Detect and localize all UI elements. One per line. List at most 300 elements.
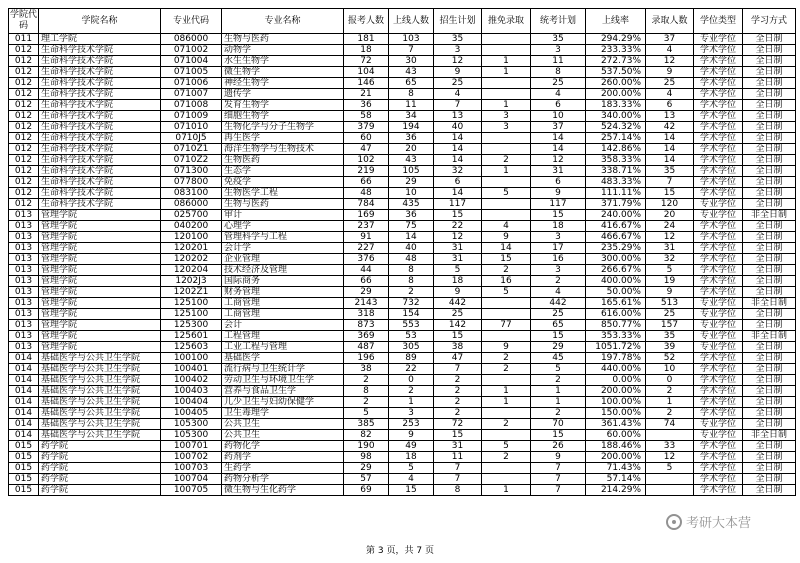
cell-admitted: 12 [646,232,694,243]
cell-exempt: 14 [482,243,531,254]
cell-exam-plan: 2 [531,276,586,287]
cell-admitted: 42 [646,122,694,133]
cell-applicants: 196 [344,353,389,364]
cell-pass-rate: 188.46% [586,441,646,452]
watermark-text: 考研大本营 [686,516,752,531]
table-row [9,56,796,67]
cell-exam-plan: 11 [531,56,586,67]
cell-exempt: 2 [482,155,531,166]
cell-exam-plan: 14 [531,133,586,144]
cell-applicants: 29 [344,287,389,298]
cell-admitted: 52 [646,353,694,364]
cell-exam-plan: 14 [531,144,586,155]
cell-exam-plan: 1 [531,397,586,408]
cell-major-code: 071004 [161,56,222,67]
cell-college-code: 011 [9,34,39,45]
cell-pass-rate: 50.00% [586,287,646,298]
cell-college-name: 基础医学与公共卫生学院 [39,419,161,430]
cell-college-code: 013 [9,287,39,298]
cell-college-code: 014 [9,386,39,397]
cell-exam-plan: 7 [531,474,586,485]
cell-degree-type: 专业学位 [694,298,743,309]
table-row [9,463,796,474]
cell-admitted: 5 [646,265,694,276]
cell-college-name: 管理学院 [39,320,161,331]
cell-college-code: 015 [9,452,39,463]
cell-exam-plan: 35 [531,34,586,45]
table-row [9,111,796,122]
cell-admitted: 12 [646,452,694,463]
cell-college-name: 药学院 [39,452,161,463]
cell-pass-rate: 358.33% [586,155,646,166]
cell-study-mode: 全日制 [743,485,796,496]
cell-college-name: 管理学院 [39,254,161,265]
cell-major-code: 071009 [161,111,222,122]
wechat-logo-icon [666,514,682,530]
cell-exam-plan: 15 [531,331,586,342]
cell-passed: 53 [389,331,434,342]
cell-study-mode: 全日制 [743,144,796,155]
cell-major-name: 工业工程与管理 [222,342,344,353]
cell-college-name: 生命科学技术学院 [39,177,161,188]
table-row [9,45,796,56]
cell-degree-type: 学术学位 [694,397,743,408]
cell-college-code: 014 [9,419,39,430]
cell-exam-plan: 65 [531,320,586,331]
cell-degree-type: 学术学位 [694,56,743,67]
cell-plan: 15 [434,430,482,441]
cell-admitted: 20 [646,210,694,221]
cell-college-code: 012 [9,188,39,199]
cell-degree-type: 学术学位 [694,122,743,133]
cell-college-name: 基础医学与公共卫生学院 [39,397,161,408]
cell-plan: 25 [434,78,482,89]
cell-college-code: 012 [9,89,39,100]
cell-pass-rate: 300.00% [586,254,646,265]
cell-college-name: 生命科学技术学院 [39,155,161,166]
cell-exempt: 16 [482,276,531,287]
cell-exam-plan: 15 [531,430,586,441]
table-row [9,89,796,100]
cell-degree-type: 学术学位 [694,276,743,287]
cell-college-code: 014 [9,408,39,419]
cell-pass-rate: 850.77% [586,320,646,331]
cell-degree-type: 学术学位 [694,133,743,144]
cell-passed: 553 [389,320,434,331]
cell-college-name: 管理学院 [39,221,161,232]
cell-major-code: 086000 [161,34,222,45]
watermark [666,512,751,531]
cell-passed: 15 [389,485,434,496]
cell-passed: 30 [389,56,434,67]
cell-applicants: 369 [344,331,389,342]
cell-college-code: 013 [9,331,39,342]
cell-pass-rate: 616.00% [586,309,646,320]
cell-exempt: 9 [482,342,531,353]
cell-college-name: 管理学院 [39,276,161,287]
cell-admitted: 25 [646,78,694,89]
cell-exam-plan: 70 [531,419,586,430]
cell-passed: 103 [389,34,434,45]
table-row [9,221,796,232]
cell-college-code: 012 [9,166,39,177]
cell-degree-type: 学术学位 [694,45,743,56]
cell-exam-plan: 4 [531,89,586,100]
cell-passed: 2 [389,287,434,298]
cell-plan: 117 [434,199,482,210]
cell-college-code: 014 [9,397,39,408]
cell-major-code: 040200 [161,221,222,232]
table-row [9,122,796,133]
cell-plan: 40 [434,122,482,133]
cell-college-name: 生命科学技术学院 [39,89,161,100]
cell-applicants: 5 [344,408,389,419]
cell-passed: 40 [389,243,434,254]
cell-applicants: 227 [344,243,389,254]
header-college-name: 学院名称 [39,9,161,34]
cell-plan: 31 [434,243,482,254]
cell-applicants: 190 [344,441,389,452]
cell-college-name: 基础医学与公共卫生学院 [39,375,161,386]
table-row [9,155,796,166]
cell-passed: 305 [389,342,434,353]
cell-major-code: 105300 [161,430,222,441]
cell-plan: 9 [434,287,482,298]
cell-major-code: 125601 [161,331,222,342]
cell-major-code: 125100 [161,309,222,320]
table-row [9,309,796,320]
cell-study-mode: 全日制 [743,364,796,375]
table-body [9,34,796,496]
cell-study-mode: 非全日制 [743,298,796,309]
cell-plan: 15 [434,210,482,221]
cell-applicants: 8 [344,386,389,397]
cell-study-mode: 全日制 [743,111,796,122]
cell-study-mode: 全日制 [743,188,796,199]
cell-major-name: 工商管理 [222,298,344,309]
cell-major-code: 125300 [161,320,222,331]
cell-college-name: 药学院 [39,474,161,485]
table-row [9,364,796,375]
cell-major-name: 企业管理 [222,254,344,265]
cell-college-code: 012 [9,67,39,78]
cell-major-code: 071002 [161,45,222,56]
cell-college-code: 012 [9,122,39,133]
cell-passed: 253 [389,419,434,430]
cell-admitted: 19 [646,276,694,287]
cell-major-name: 技术经济及管理 [222,265,344,276]
cell-pass-rate: 400.00% [586,276,646,287]
cell-admitted: 5 [646,463,694,474]
cell-exam-plan: 7 [531,463,586,474]
cell-admitted: 35 [646,166,694,177]
cell-applicants: 69 [344,485,389,496]
cell-study-mode: 全日制 [743,243,796,254]
cell-exempt [482,210,531,221]
cell-exam-plan: 3 [531,45,586,56]
table-row [9,353,796,364]
cell-major-code: 071007 [161,89,222,100]
header-pass-rate: 上线率 [586,9,646,34]
cell-pass-rate: 214.29% [586,485,646,496]
cell-major-code: 120100 [161,232,222,243]
cell-admitted: 35 [646,331,694,342]
cell-study-mode: 全日制 [743,309,796,320]
table-row [9,199,796,210]
cell-degree-type: 专业学位 [694,34,743,45]
cell-exam-plan: 3 [531,232,586,243]
cell-pass-rate: 235.29% [586,243,646,254]
cell-exempt [482,375,531,386]
cell-college-code: 013 [9,243,39,254]
cell-exempt: 2 [482,265,531,276]
cell-admitted: 9 [646,287,694,298]
cell-plan: 14 [434,133,482,144]
cell-exempt [482,408,531,419]
cell-major-code: 120204 [161,265,222,276]
cell-major-name: 免疫学 [222,177,344,188]
cell-plan: 11 [434,452,482,463]
cell-exempt: 5 [482,441,531,452]
cell-plan: 7 [434,474,482,485]
cell-admitted [646,430,694,441]
cell-study-mode: 全日制 [743,320,796,331]
cell-applicants: 44 [344,265,389,276]
cell-pass-rate: 294.29% [586,34,646,45]
cell-college-name: 生命科学技术学院 [39,111,161,122]
cell-plan: 6 [434,177,482,188]
cell-degree-type: 学术学位 [694,254,743,265]
cell-college-code: 013 [9,309,39,320]
cell-admitted: 2 [646,408,694,419]
header-admitted: 录取人数 [646,9,694,34]
cell-college-name: 基础医学与公共卫生学院 [39,353,161,364]
cell-applicants: 784 [344,199,389,210]
cell-college-code: 013 [9,342,39,353]
cell-major-name: 基础医学 [222,353,344,364]
cell-exempt: 4 [482,221,531,232]
cell-exempt [482,89,531,100]
cell-study-mode: 全日制 [743,122,796,133]
cell-college-name: 理工学院 [39,34,161,45]
cell-applicants: 91 [344,232,389,243]
cell-exam-plan: 5 [531,364,586,375]
cell-college-name: 管理学院 [39,298,161,309]
cell-major-code: 100404 [161,397,222,408]
cell-plan: 25 [434,309,482,320]
cell-study-mode: 全日制 [743,375,796,386]
cell-plan: 442 [434,298,482,309]
cell-plan: 14 [434,155,482,166]
cell-pass-rate: 200.00% [586,386,646,397]
cell-exempt: 2 [482,452,531,463]
cell-applicants: 219 [344,166,389,177]
table-row [9,133,796,144]
cell-college-code: 015 [9,485,39,496]
cell-plan: 5 [434,265,482,276]
cell-major-code: 100702 [161,452,222,463]
cell-college-name: 管理学院 [39,309,161,320]
cell-degree-type: 学术学位 [694,287,743,298]
table-row [9,254,796,265]
cell-degree-type: 学术学位 [694,89,743,100]
cell-exam-plan: 45 [531,353,586,364]
cell-exempt: 9 [482,232,531,243]
cell-exam-plan: 2 [531,375,586,386]
cell-degree-type: 专业学位 [694,331,743,342]
cell-college-name: 管理学院 [39,243,161,254]
cell-major-name: 水生生物学 [222,56,344,67]
cell-degree-type: 学术学位 [694,100,743,111]
cell-exempt: 5 [482,188,531,199]
table-row [9,485,796,496]
cell-applicants: 38 [344,364,389,375]
cell-passed: 65 [389,78,434,89]
cell-admitted [646,485,694,496]
cell-pass-rate: 71.43% [586,463,646,474]
cell-passed: 154 [389,309,434,320]
cell-pass-rate: 57.14% [586,474,646,485]
cell-major-name: 生物与医药 [222,34,344,45]
cell-exempt: 5 [482,287,531,298]
cell-major-name: 动物学 [222,45,344,56]
cell-college-code: 012 [9,155,39,166]
cell-college-name: 管理学院 [39,232,161,243]
cell-applicants: 98 [344,452,389,463]
cell-college-code: 014 [9,364,39,375]
cell-degree-type: 学术学位 [694,232,743,243]
cell-admitted: 14 [646,144,694,155]
cell-study-mode: 全日制 [743,177,796,188]
cell-study-mode: 全日制 [743,221,796,232]
cell-degree-type: 学术学位 [694,353,743,364]
cell-study-mode: 全日制 [743,452,796,463]
cell-college-code: 012 [9,111,39,122]
cell-applicants: 2 [344,397,389,408]
cell-study-mode: 全日制 [743,166,796,177]
table-row [9,408,796,419]
cell-degree-type: 专业学位 [694,342,743,353]
cell-degree-type: 学术学位 [694,144,743,155]
cell-passed: 732 [389,298,434,309]
cell-degree-type: 专业学位 [694,199,743,210]
cell-exempt: 2 [482,364,531,375]
cell-degree-type: 学术学位 [694,78,743,89]
cell-exam-plan: 9 [531,452,586,463]
cell-exam-plan: 6 [531,100,586,111]
cell-passed: 18 [389,452,434,463]
cell-study-mode: 全日制 [743,386,796,397]
cell-applicants: 58 [344,111,389,122]
cell-major-code: 125603 [161,342,222,353]
cell-passed: 9 [389,430,434,441]
cell-degree-type: 学术学位 [694,441,743,452]
cell-exempt: 1 [482,67,531,78]
cell-passed: 3 [389,408,434,419]
cell-major-name: 国际商务 [222,276,344,287]
cell-degree-type: 学术学位 [694,221,743,232]
table-row [9,78,796,89]
cell-exam-plan: 16 [531,254,586,265]
cell-college-name: 药学院 [39,463,161,474]
cell-exam-plan: 26 [531,441,586,452]
cell-college-code: 013 [9,254,39,265]
cell-passed: 10 [389,188,434,199]
cell-major-name: 会计学 [222,243,344,254]
header-study-mode: 学习方式 [743,9,796,34]
cell-pass-rate: 353.33% [586,331,646,342]
cell-exempt [482,331,531,342]
admission-table [8,8,796,496]
header-plan: 招生计划 [434,9,482,34]
cell-plan: 9 [434,67,482,78]
cell-exempt: 1 [482,56,531,67]
cell-applicants: 379 [344,122,389,133]
cell-passed: 2 [389,386,434,397]
cell-passed: 75 [389,221,434,232]
cell-exempt: 1 [482,485,531,496]
cell-exam-plan: 25 [531,309,586,320]
cell-major-name: 药物分析学 [222,474,344,485]
cell-plan: 31 [434,254,482,265]
cell-study-mode: 全日制 [743,397,796,408]
cell-college-code: 012 [9,144,39,155]
cell-college-name: 基础医学与公共卫生学院 [39,386,161,397]
cell-major-name: 生药学 [222,463,344,474]
cell-major-name: 财务管理 [222,287,344,298]
cell-passed: 29 [389,177,434,188]
cell-exam-plan: 3 [531,265,586,276]
cell-exam-plan: 37 [531,122,586,133]
cell-admitted: 13 [646,111,694,122]
cell-exempt: 3 [482,111,531,122]
cell-college-name: 基础医学与公共卫生学院 [39,364,161,375]
cell-plan: 72 [434,419,482,430]
cell-exempt [482,45,531,56]
cell-applicants: 29 [344,463,389,474]
table-row [9,397,796,408]
cell-pass-rate: 272.73% [586,56,646,67]
cell-exam-plan: 9 [531,188,586,199]
cell-plan: 12 [434,232,482,243]
cell-pass-rate: 260.00% [586,78,646,89]
table-row [9,243,796,254]
cell-degree-type: 专业学位 [694,419,743,430]
cell-major-name: 卫生毒理学 [222,408,344,419]
cell-applicants: 385 [344,419,389,430]
cell-college-name: 生命科学技术学院 [39,122,161,133]
cell-admitted: 0 [646,375,694,386]
cell-passed: 49 [389,441,434,452]
cell-exempt: 1 [482,386,531,397]
cell-major-name: 生物化学与分子生物学 [222,122,344,133]
cell-degree-type: 学术学位 [694,408,743,419]
cell-college-code: 012 [9,56,39,67]
cell-exam-plan: 18 [531,221,586,232]
cell-plan: 2 [434,375,482,386]
cell-degree-type: 学术学位 [694,188,743,199]
table-row [9,276,796,287]
cell-college-name: 管理学院 [39,265,161,276]
table-row [9,474,796,485]
page-footer: 第 3 页，共 7 页 [366,546,434,556]
cell-college-name: 药学院 [39,485,161,496]
cell-pass-rate: 111.11% [586,188,646,199]
cell-degree-type: 专业学位 [694,309,743,320]
cell-major-code: 086000 [161,199,222,210]
cell-pass-rate: 183.33% [586,100,646,111]
cell-admitted: 1 [646,397,694,408]
